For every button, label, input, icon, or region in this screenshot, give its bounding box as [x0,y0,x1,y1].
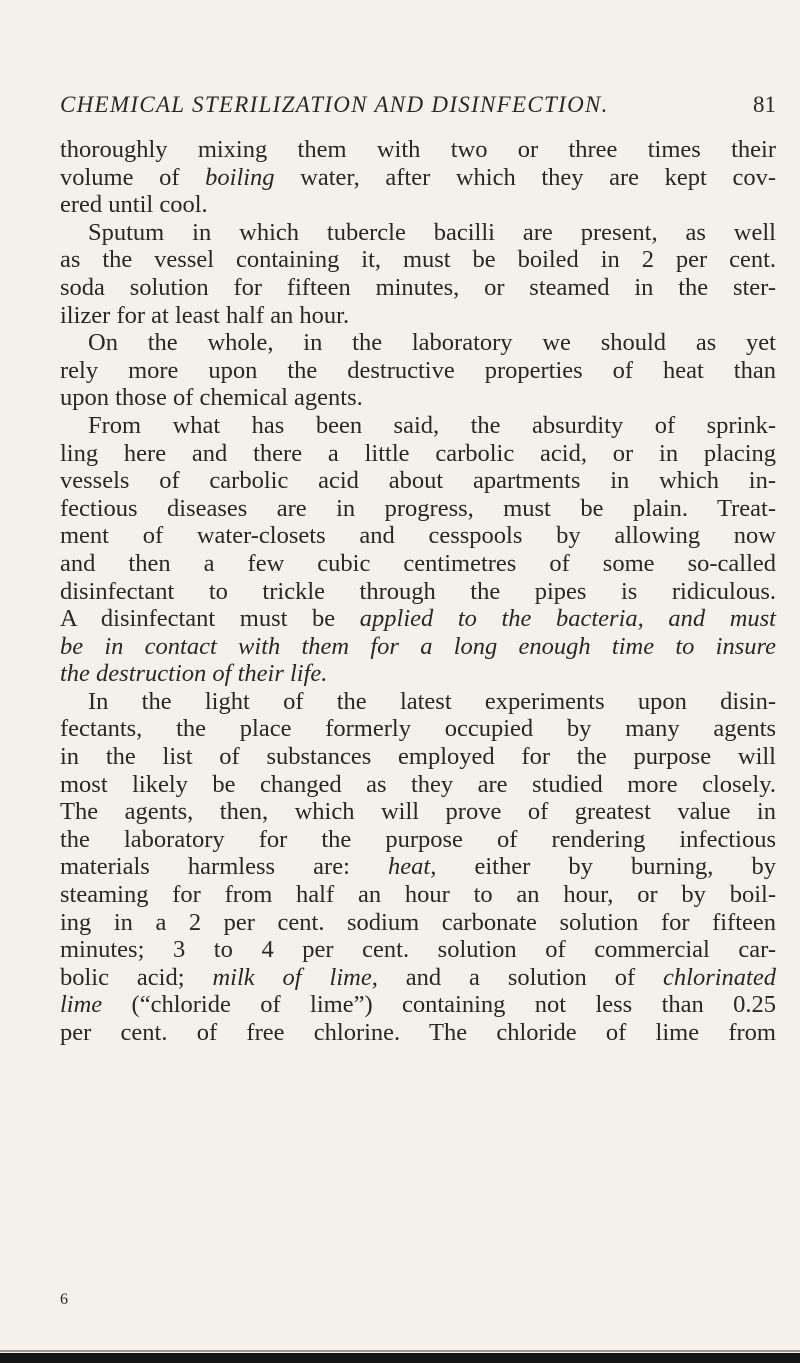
text-line: ilizer for at least half an hour. [60,301,350,329]
text-segment: and a solution of [377,963,664,991]
italic-phrase: the destruction of their life. [60,660,328,688]
text-line: vessels of carbolic acid about apartments in which in- [60,467,776,495]
text-line: The agents, then, which will prove of greatest value in [60,798,776,826]
text-line: On the whole, in the laboratory we should as yet [88,329,776,357]
text-line: upon those of chemical agents. [60,384,363,412]
italic-word: lime [60,991,103,1019]
text-line: ered until cool. [60,191,208,219]
text-line: the laboratory for the purpose of rendering infectious [60,825,776,853]
text-line [60,660,776,688]
text-line: minutes; 3 to 4 per cent. solution of commercial car- [60,936,776,964]
text-segment: materials harmless are: [60,853,389,881]
text-line: From what has been said, the absurdity of sprink- [88,411,776,439]
signature-mark: 6 [60,1291,68,1308]
text-segment: bolic acid; [60,963,213,991]
text-line: In the light of the latest experiments upon disin- [88,687,776,715]
text-line: per cent. of free chlorine. The chloride of lime from [60,1019,776,1046]
italic-word: boiling [205,163,275,191]
text-line: and then a few cubic centimetres of some so-called [60,549,776,577]
text-line: thoroughly mixing them with two or three times their [60,136,776,163]
text-line: disinfectant to trickle through the pipes is ridiculous. [60,577,776,605]
text-line [60,633,776,661]
text-line [60,164,776,192]
text-line: fectious diseases are in progress, must be plain. Treat- [60,494,776,522]
text-line: ing in a 2 per cent. sodium carbonate solution for fifteen [60,908,776,936]
text-line: steaming for from half an hour to an hour, or by boil- [60,881,776,909]
text-line: Sputum in which tubercle bacilli are present, as well [88,218,776,246]
italic-phrase: milk of lime, [212,963,378,991]
italic-phrase: be in contact with them for a long enough time to insure [60,632,776,660]
text-line [60,964,776,992]
text-line: most likely be changed as they are studied more closely. [60,770,776,798]
text-line: in the list of substances employed for the purpose will [60,743,776,771]
text-segment: volume of [60,163,206,191]
text-line: fectants, the place formerly occupied by many agents [60,715,776,743]
text-segment: either by burning, by [436,853,776,881]
body-text [60,136,776,1047]
italic-word: heat, [388,853,437,881]
scan-edge-rule [0,1353,800,1363]
italic-word: chlorinated [663,963,776,991]
text-segment: (“chloride of lime”) containing not less than 0.25 [102,991,776,1019]
running-title: CHEMICAL STERILIZATION AND DISINFECTION. [60,92,609,117]
text-line: soda solution for fifteen minutes, or steamed in the ster- [60,273,776,301]
text-line: as the vessel containing it, must be boiled in 2 per cent. [60,246,776,274]
running-head [60,92,776,124]
text-line: ment of water-closets and cesspools by allowing now [60,522,776,550]
text-segment: water, after which they are kept cov- [274,163,776,191]
text-line: rely more upon the destructive properties of heat than [60,356,776,384]
text-line [60,605,776,633]
text-line [60,991,776,1019]
text-segment: A disinfectant must be [60,605,360,633]
text-line: ling here and there a little carbolic acid, or in placing [60,439,776,467]
italic-phrase: applied to the bacteria, and must [359,605,776,633]
text-line [60,853,776,881]
page-number: 81 [753,92,776,117]
